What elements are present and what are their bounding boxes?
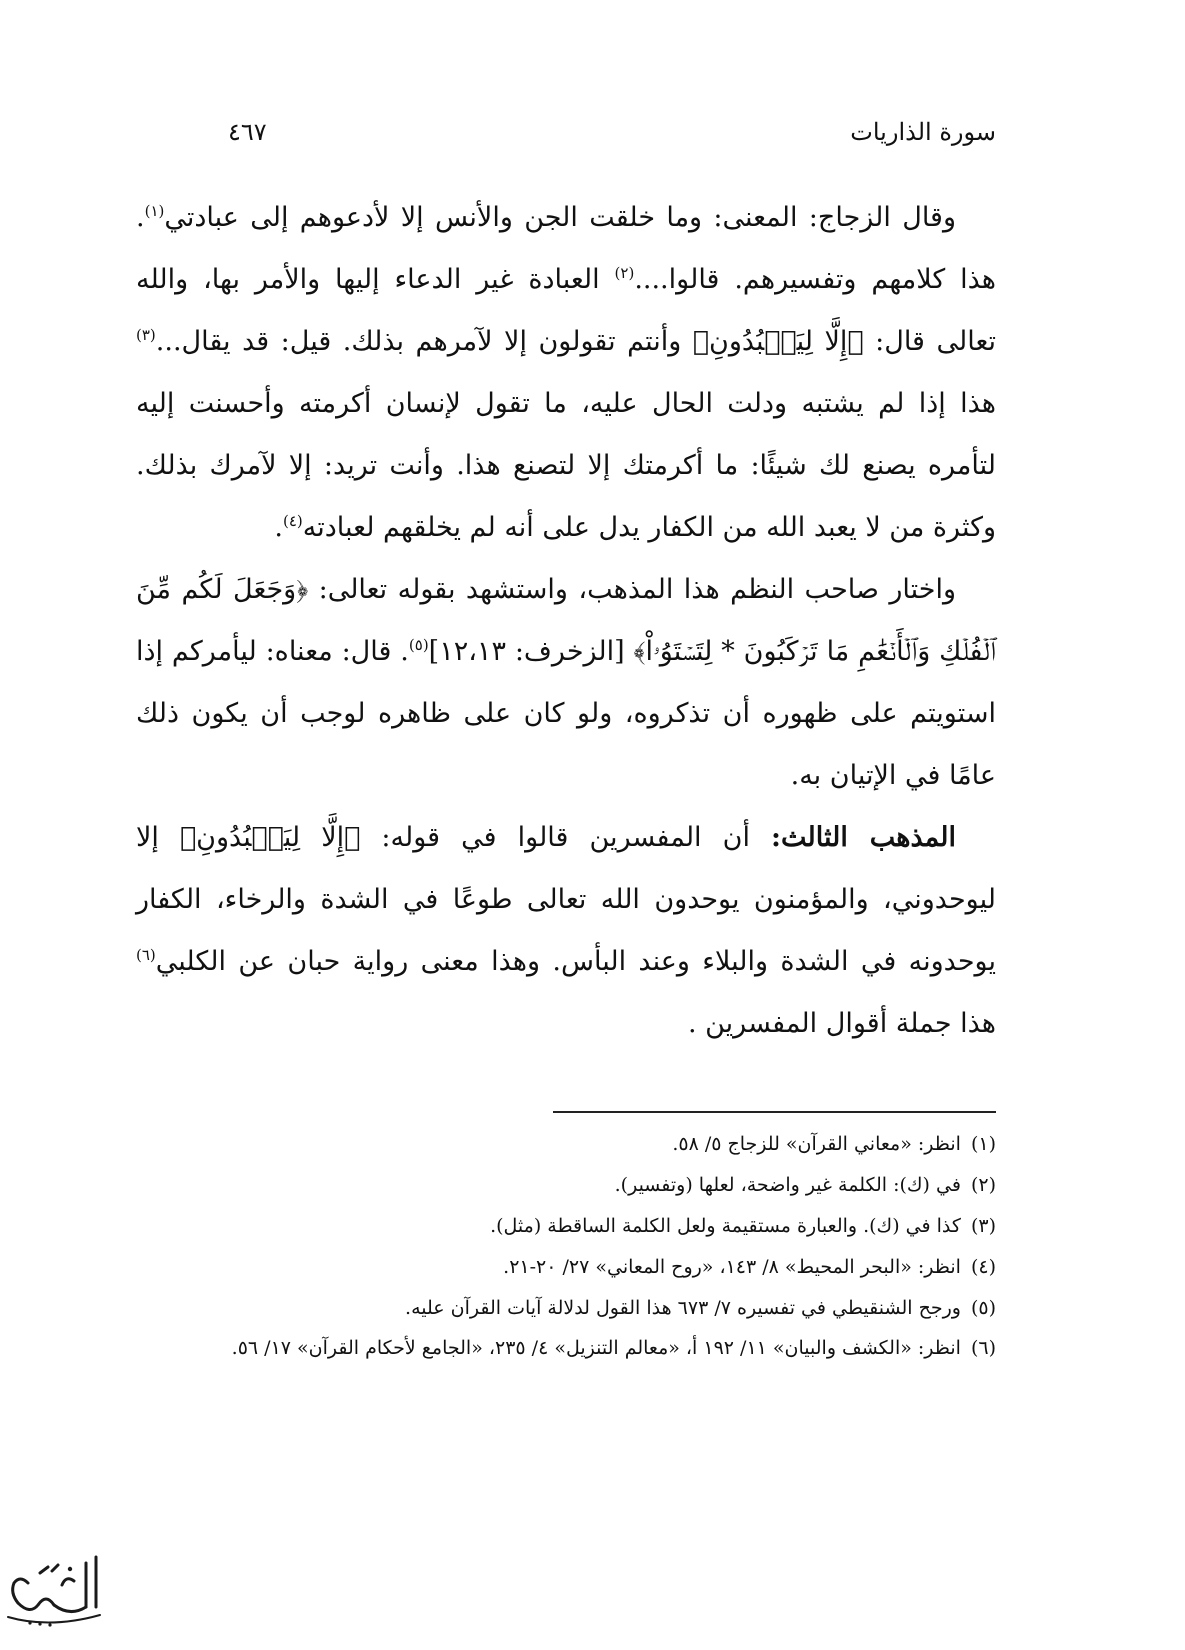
footnote-item — [136, 1124, 996, 1165]
footnote-number: (٤) — [970, 1256, 996, 1278]
text-run: وقال الزجاج: المعنى: وما خلقت الجن والأنس إلا لأدعوهم إلى عبادتي — [164, 202, 956, 233]
footnote-ref-3: (٣) — [136, 326, 156, 344]
footnote-item — [136, 1165, 996, 1206]
text-run: . قال: معناه: ليأمركم إذا استويتم على ظهوره أن تذكروه، ولو كان على ظاهره لوجب أن يكون ذلك عامًا في الإتيان به. — [136, 636, 996, 791]
footnote-number: (٢) — [970, 1174, 996, 1196]
footnote-text: كذا في (ك). والعبارة مستقيمة ولعل الكلمة الساقطة (مثل). — [490, 1215, 961, 1237]
footnote-ref-6: (٦) — [136, 946, 156, 964]
footnote-text: انظر: «البحر المحيط» ٨/ ١٤٣، «روح المعاني» ٢٧/ ٢٠-٢١. — [503, 1256, 961, 1278]
footnote-number: (٣) — [970, 1215, 996, 1237]
text-run: واختار صاحب النظم هذا المذهب، واستشهد بقوله تعالى: ﴿وَجَعَلَ لَكُم مِّنَ ٱلۡفُلۡكِ وَٱلۡأَنۡعَٰمِ مَا تَرۡكَبُونَ * لِتَسۡتَوُۥاْ﴾ [الزخرف: ١٢،١٣] — [136, 574, 996, 667]
text-run: . — [274, 512, 283, 543]
footnote-number: (١) — [970, 1133, 996, 1155]
paragraph-nazm — [136, 559, 996, 807]
calligraphy-library-logo — [0, 1545, 108, 1635]
text-run: . هذا كلامهم وتفسيرهم. قالوا.... — [136, 202, 996, 295]
footnote-text: ورجح الشنقيطي في تفسيره ٧/ ٦٧٣ هذا القول لدلالة آيات القرآن عليه. — [405, 1297, 961, 1319]
footnote-divider — [553, 1111, 996, 1113]
paragraph-zajjaj — [136, 187, 996, 559]
footnote-number: (٦) — [970, 1337, 996, 1359]
paragraph-third-view — [136, 807, 996, 1055]
text-run: هذا إذا لم يشتبه ودلت الحال عليه، ما تقول لإنسان أكرمته وأحسنت إليه لتأمره يصنع لك شيئًا: ما أكرمتك إلا لتصنع هذا. وأنت تريد: إلا لآمرك بذلك. وكثرة من لا يعبد الله من الكفار يدل على أنه لم يخلقهم لعبادته — [136, 388, 996, 543]
section-heading: المذهب الثالث: — [771, 822, 956, 853]
text-run: العبادة غير الدعاء إليها والأمر بها، والله تعالى قال: ﴿إِلَّا لِيَعۡبُدُونِ﴾ وأنتم تقولون إلا لآمرهم بذلك. قيل: قد يقال... — [136, 264, 996, 357]
page-number: ٤٦٧ — [228, 118, 267, 146]
footnotes — [136, 1124, 996, 1368]
footnote-item — [136, 1329, 996, 1368]
main-text — [136, 187, 996, 1055]
footnote-text: في (ك): الكلمة غير واضحة، لعلها (وتفسير). — [614, 1174, 961, 1196]
footnote-item — [136, 1206, 996, 1247]
footnote-ref-2: (٢) — [614, 264, 635, 282]
footnote-ref-1: (١) — [144, 202, 165, 220]
footnote-item — [136, 1247, 996, 1288]
surah-title: سورة الذاريات — [850, 118, 996, 146]
running-header — [228, 118, 996, 158]
footnote-number: (٥) — [970, 1297, 996, 1319]
text-run: هذا جملة أقوال المفسرين . — [687, 1008, 996, 1039]
footnote-text: انظر: «معاني القرآن» للزجاج ٥/ ٥٨. — [672, 1133, 961, 1155]
footnote-ref-4: (٤) — [283, 512, 303, 530]
text-run: أن المفسرين قالوا في قوله: ﴿إِلَّا لِيَعۡبُدُونِ﴾ إلا ليوحدوني، والمؤمنون يوحدون الله تعالى طوعًا في الشدة والرخاء، الكفار يوحدونه في الشدة والبلاء وعند البأس. وهذا معنى رواية حبان عن الكلبي — [136, 822, 996, 977]
footnote-item — [136, 1288, 996, 1329]
footnote-ref-5: (٥) — [408, 636, 429, 654]
footnote-text: انظر: «الكشف والبيان» ١١/ ١٩٢ أ، «معالم التنزيل» ٤/ ٢٣٥، «الجامع لأحكام القرآن» ١٧/ ٥٦. — [231, 1337, 961, 1359]
logo-icon — [0, 1545, 108, 1635]
